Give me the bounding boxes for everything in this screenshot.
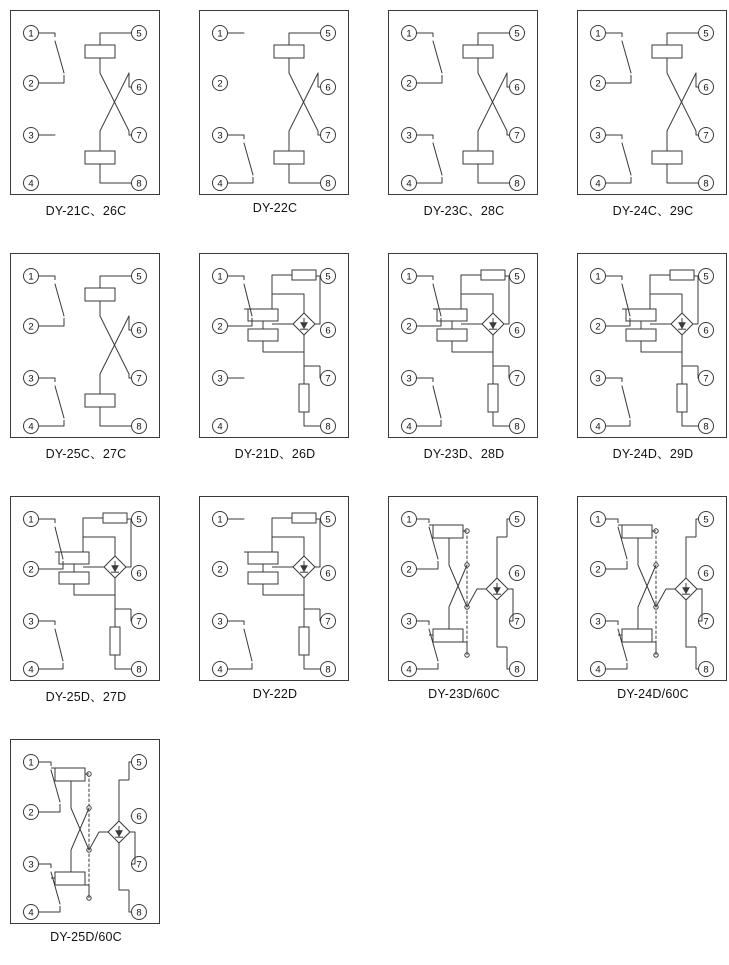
resistor-top	[292, 513, 316, 523]
svg-text:8: 8	[514, 421, 520, 433]
terminal-4	[24, 662, 39, 677]
svg-text:1: 1	[406, 28, 412, 40]
terminal-1	[24, 755, 39, 770]
svg-text:8: 8	[136, 664, 142, 676]
diagram-cell	[10, 10, 162, 219]
svg-text:3: 3	[595, 373, 601, 385]
terminal-3	[213, 614, 228, 629]
svg-text:2: 2	[217, 321, 223, 333]
terminal-1	[591, 512, 606, 527]
svg-text:1: 1	[28, 271, 34, 283]
svg-text:1: 1	[28, 514, 34, 526]
svg-text:2: 2	[595, 564, 601, 576]
terminal-5	[132, 755, 147, 770]
wiring-schematic	[389, 497, 537, 680]
svg-text:8: 8	[136, 178, 142, 190]
svg-text:2: 2	[28, 78, 34, 90]
terminal-6	[510, 323, 525, 338]
svg-text:4: 4	[595, 178, 601, 190]
coil-lower	[248, 329, 278, 341]
wiring-schematic	[200, 11, 348, 194]
rectifier-bridge-icon	[293, 313, 315, 335]
terminal-3	[24, 128, 39, 143]
terminal-8	[699, 662, 714, 677]
terminal-2	[213, 562, 228, 577]
svg-text:4: 4	[28, 178, 34, 190]
svg-text:3: 3	[28, 130, 34, 142]
svg-text:4: 4	[406, 664, 412, 676]
rectifier-bridge-icon	[108, 821, 130, 843]
diagram-d5	[10, 253, 160, 438]
svg-text:5: 5	[325, 28, 331, 40]
diagram-d12	[577, 496, 727, 681]
coil-lower	[248, 572, 278, 584]
resistor-bottom	[488, 384, 498, 412]
diagram-cell	[10, 739, 162, 944]
rectifier-bridge-icon	[104, 556, 126, 578]
terminal-2	[402, 319, 417, 334]
svg-text:6: 6	[514, 82, 520, 94]
terminal-1	[24, 269, 39, 284]
svg-text:2: 2	[595, 78, 601, 90]
svg-text:1: 1	[406, 271, 412, 283]
svg-text:5: 5	[514, 271, 520, 283]
terminal-3	[591, 371, 606, 386]
diagram-cell	[577, 253, 729, 462]
terminal-2	[213, 76, 228, 91]
diagram-caption: DY-24D/60C	[617, 687, 689, 701]
diagram-cell	[388, 10, 540, 219]
svg-text:2: 2	[217, 564, 223, 576]
svg-text:3: 3	[595, 616, 601, 628]
terminal-4	[402, 662, 417, 677]
svg-text:7: 7	[514, 373, 520, 385]
svg-text:3: 3	[217, 130, 223, 142]
terminal-2	[24, 76, 39, 91]
terminal-3	[591, 614, 606, 629]
terminal-4	[24, 176, 39, 191]
resistor-bottom	[299, 384, 309, 412]
svg-text:8: 8	[703, 178, 709, 190]
svg-text:8: 8	[325, 178, 331, 190]
coil-upper	[622, 525, 652, 538]
terminal-2	[24, 805, 39, 820]
terminal-2	[591, 76, 606, 91]
terminal-3	[213, 128, 228, 143]
terminal-6	[132, 566, 147, 581]
diagram-d7	[388, 253, 538, 438]
terminal-2	[402, 562, 417, 577]
svg-text:2: 2	[406, 78, 412, 90]
terminal-2	[591, 562, 606, 577]
svg-text:1: 1	[28, 28, 34, 40]
coil-lower	[433, 629, 463, 642]
svg-text:8: 8	[136, 421, 142, 433]
svg-text:2: 2	[406, 321, 412, 333]
terminal-6	[699, 566, 714, 581]
terminal-5	[321, 512, 336, 527]
terminal-8	[132, 905, 147, 920]
terminal-8	[510, 662, 525, 677]
terminal-4	[213, 176, 228, 191]
terminal-1	[591, 269, 606, 284]
coil-upper	[85, 288, 115, 301]
wiring-schematic	[11, 497, 159, 680]
svg-text:7: 7	[703, 130, 709, 142]
svg-text:2: 2	[217, 78, 223, 90]
svg-text:2: 2	[28, 564, 34, 576]
terminal-4	[24, 419, 39, 434]
terminal-8	[321, 662, 336, 677]
coil-upper	[433, 525, 463, 538]
svg-text:1: 1	[28, 757, 34, 769]
coil-upper	[55, 768, 85, 781]
svg-text:3: 3	[217, 616, 223, 628]
terminal-6	[321, 566, 336, 581]
svg-text:7: 7	[136, 373, 142, 385]
diagram-d13	[10, 739, 160, 924]
resistor-top	[481, 270, 505, 280]
terminal-3	[213, 371, 228, 386]
coil-lower	[85, 394, 115, 407]
svg-text:4: 4	[595, 664, 601, 676]
svg-text:3: 3	[595, 130, 601, 142]
diagram-cell	[388, 253, 540, 462]
coil-lower	[652, 151, 682, 164]
svg-text:1: 1	[406, 514, 412, 526]
terminal-4	[24, 905, 39, 920]
coil-lower	[274, 151, 304, 164]
svg-text:6: 6	[325, 568, 331, 580]
svg-text:7: 7	[703, 373, 709, 385]
svg-text:8: 8	[136, 907, 142, 919]
diagram-cell	[388, 496, 540, 701]
diagram-cell	[199, 10, 351, 215]
svg-text:6: 6	[325, 325, 331, 337]
diagram-d3	[388, 10, 538, 195]
svg-text:5: 5	[703, 514, 709, 526]
svg-text:1: 1	[217, 514, 223, 526]
terminal-1	[402, 512, 417, 527]
diagram-cell	[577, 496, 729, 701]
svg-text:1: 1	[595, 514, 601, 526]
svg-text:6: 6	[136, 82, 142, 94]
terminal-1	[402, 26, 417, 41]
diagram-caption: DY-21D、26D	[234, 447, 316, 461]
terminal-2	[24, 319, 39, 334]
diagram-d6	[199, 253, 349, 438]
terminal-6	[699, 80, 714, 95]
terminal-6	[321, 80, 336, 95]
resistor-bottom	[299, 627, 309, 655]
coil-upper	[274, 45, 304, 58]
terminal-7	[132, 371, 147, 386]
terminal-5	[132, 26, 147, 41]
rectifier-bridge-icon	[671, 313, 693, 335]
terminal-3	[24, 614, 39, 629]
svg-text:8: 8	[703, 421, 709, 433]
terminal-8	[510, 419, 525, 434]
terminal-3	[402, 371, 417, 386]
terminal-5	[510, 269, 525, 284]
terminal-1	[213, 26, 228, 41]
svg-text:7: 7	[136, 859, 142, 871]
terminal-8	[699, 419, 714, 434]
svg-text:1: 1	[595, 28, 601, 40]
wiring-schematic	[578, 11, 726, 194]
svg-text:8: 8	[514, 664, 520, 676]
svg-text:7: 7	[136, 130, 142, 142]
svg-text:4: 4	[217, 664, 223, 676]
svg-text:6: 6	[325, 82, 331, 94]
svg-text:5: 5	[136, 28, 142, 40]
terminal-1	[402, 269, 417, 284]
svg-text:8: 8	[703, 664, 709, 676]
svg-text:3: 3	[28, 616, 34, 628]
wiring-schematic	[11, 740, 159, 923]
terminal-6	[510, 80, 525, 95]
terminal-6	[699, 323, 714, 338]
svg-text:5: 5	[136, 757, 142, 769]
diagram-d9	[10, 496, 160, 681]
terminal-6	[132, 80, 147, 95]
diagram-caption: DY-22C	[252, 201, 298, 215]
svg-text:4: 4	[28, 907, 34, 919]
svg-text:3: 3	[217, 373, 223, 385]
diagram-d11	[388, 496, 538, 681]
diagram-cell	[577, 10, 729, 219]
coil-upper	[463, 45, 493, 58]
diagram-caption: DY-23D、28D	[423, 447, 505, 461]
diagram-caption: DY-22D	[252, 687, 298, 701]
svg-text:6: 6	[136, 811, 142, 823]
terminal-4	[591, 662, 606, 677]
wiring-schematic	[389, 254, 537, 437]
diagram-caption: DY-24D、29D	[612, 447, 694, 461]
svg-text:2: 2	[406, 564, 412, 576]
coil-upper	[652, 45, 682, 58]
terminal-7	[699, 371, 714, 386]
svg-text:5: 5	[136, 271, 142, 283]
svg-text:5: 5	[514, 28, 520, 40]
diagram-caption: DY-25C、27C	[45, 447, 127, 461]
terminal-5	[699, 512, 714, 527]
terminal-5	[699, 269, 714, 284]
svg-text:7: 7	[325, 616, 331, 628]
diagram-caption: DY-25D/60C	[50, 930, 122, 944]
terminal-4	[591, 419, 606, 434]
terminal-1	[24, 26, 39, 41]
resistor-bottom	[677, 384, 687, 412]
terminal-8	[132, 662, 147, 677]
terminal-7	[321, 614, 336, 629]
terminal-7	[510, 128, 525, 143]
svg-text:4: 4	[28, 664, 34, 676]
terminal-8	[132, 176, 147, 191]
diagram-caption: DY-23C、28C	[423, 204, 505, 218]
resistor-bottom	[110, 627, 120, 655]
wiring-schematic	[11, 254, 159, 437]
terminal-7	[699, 128, 714, 143]
svg-text:5: 5	[703, 271, 709, 283]
rectifier-bridge-icon	[293, 556, 315, 578]
resistor-top	[292, 270, 316, 280]
terminal-6	[321, 323, 336, 338]
terminal-7	[321, 128, 336, 143]
terminal-3	[24, 371, 39, 386]
wiring-schematic	[200, 497, 348, 680]
wiring-schematic	[200, 254, 348, 437]
terminal-8	[132, 419, 147, 434]
diagram-caption: DY-25D、27D	[45, 690, 127, 704]
terminal-7	[132, 614, 147, 629]
svg-text:6: 6	[514, 325, 520, 337]
svg-text:4: 4	[28, 421, 34, 433]
terminal-4	[213, 662, 228, 677]
svg-text:8: 8	[514, 178, 520, 190]
coil-lower	[85, 151, 115, 164]
svg-text:2: 2	[28, 807, 34, 819]
terminal-3	[591, 128, 606, 143]
svg-text:3: 3	[406, 616, 412, 628]
diagram-d1	[10, 10, 160, 195]
svg-text:6: 6	[514, 568, 520, 580]
svg-text:1: 1	[217, 28, 223, 40]
terminal-4	[402, 176, 417, 191]
terminal-1	[213, 512, 228, 527]
svg-text:1: 1	[595, 271, 601, 283]
svg-text:4: 4	[595, 421, 601, 433]
rectifier-bridge-icon	[675, 578, 697, 600]
svg-text:2: 2	[28, 321, 34, 333]
svg-text:5: 5	[703, 28, 709, 40]
terminal-7	[321, 371, 336, 386]
diagram-caption: DY-24C、29C	[612, 204, 694, 218]
svg-text:2: 2	[595, 321, 601, 333]
terminal-2	[591, 319, 606, 334]
svg-text:3: 3	[28, 373, 34, 385]
svg-text:7: 7	[514, 130, 520, 142]
wiring-schematic	[578, 497, 726, 680]
svg-text:7: 7	[514, 616, 520, 628]
diagram-cell	[10, 496, 162, 705]
terminal-8	[321, 176, 336, 191]
terminal-8	[321, 419, 336, 434]
diagram-cell	[10, 253, 162, 462]
svg-text:6: 6	[703, 325, 709, 337]
svg-text:4: 4	[217, 178, 223, 190]
svg-text:7: 7	[325, 130, 331, 142]
coil-lower	[437, 329, 467, 341]
terminal-8	[510, 176, 525, 191]
terminal-7	[132, 128, 147, 143]
coil-lower	[626, 329, 656, 341]
diagram-d10	[199, 496, 349, 681]
diagram-cell	[199, 496, 351, 701]
diagram-caption: DY-21C、26C	[45, 204, 127, 218]
diagram-cell	[199, 253, 351, 462]
terminal-4	[591, 176, 606, 191]
terminal-4	[213, 419, 228, 434]
terminal-1	[591, 26, 606, 41]
terminal-3	[402, 128, 417, 143]
terminal-5	[132, 512, 147, 527]
svg-text:6: 6	[136, 325, 142, 337]
svg-text:4: 4	[406, 421, 412, 433]
wiring-schematic	[389, 11, 537, 194]
terminal-5	[510, 512, 525, 527]
terminal-2	[213, 319, 228, 334]
svg-text:1: 1	[217, 271, 223, 283]
diagram-caption: DY-23D/60C	[428, 687, 500, 701]
svg-text:5: 5	[514, 514, 520, 526]
terminal-2	[402, 76, 417, 91]
terminal-8	[699, 176, 714, 191]
coil-lower	[59, 572, 89, 584]
terminal-2	[24, 562, 39, 577]
terminal-5	[132, 269, 147, 284]
svg-text:8: 8	[325, 421, 331, 433]
terminal-4	[402, 419, 417, 434]
coil-lower	[55, 872, 85, 885]
terminal-5	[321, 26, 336, 41]
terminal-6	[132, 809, 147, 824]
svg-text:4: 4	[406, 178, 412, 190]
wiring-schematic	[11, 11, 159, 194]
diagram-d2	[199, 10, 349, 195]
svg-text:5: 5	[325, 514, 331, 526]
coil-lower	[622, 629, 652, 642]
rectifier-bridge-icon	[482, 313, 504, 335]
terminal-5	[321, 269, 336, 284]
svg-text:7: 7	[136, 616, 142, 628]
coil-upper	[85, 45, 115, 58]
terminal-6	[132, 323, 147, 338]
svg-text:3: 3	[406, 373, 412, 385]
rectifier-bridge-icon	[486, 578, 508, 600]
svg-text:8: 8	[325, 664, 331, 676]
wiring-schematic	[578, 254, 726, 437]
svg-text:6: 6	[136, 568, 142, 580]
terminal-5	[699, 26, 714, 41]
terminal-6	[510, 566, 525, 581]
diagram-d4	[577, 10, 727, 195]
coil-lower	[463, 151, 493, 164]
coil-upper	[248, 552, 278, 564]
terminal-7	[510, 371, 525, 386]
svg-text:5: 5	[325, 271, 331, 283]
svg-text:7: 7	[325, 373, 331, 385]
resistor-top	[670, 270, 694, 280]
svg-text:3: 3	[28, 859, 34, 871]
svg-text:3: 3	[406, 130, 412, 142]
svg-text:7: 7	[703, 616, 709, 628]
resistor-top	[103, 513, 127, 523]
diagram-d8	[577, 253, 727, 438]
svg-text:6: 6	[703, 82, 709, 94]
terminal-3	[402, 614, 417, 629]
svg-text:5: 5	[136, 514, 142, 526]
terminal-1	[213, 269, 228, 284]
terminal-1	[24, 512, 39, 527]
svg-text:6: 6	[703, 568, 709, 580]
terminal-3	[24, 857, 39, 872]
terminal-5	[510, 26, 525, 41]
svg-text:4: 4	[217, 421, 223, 433]
